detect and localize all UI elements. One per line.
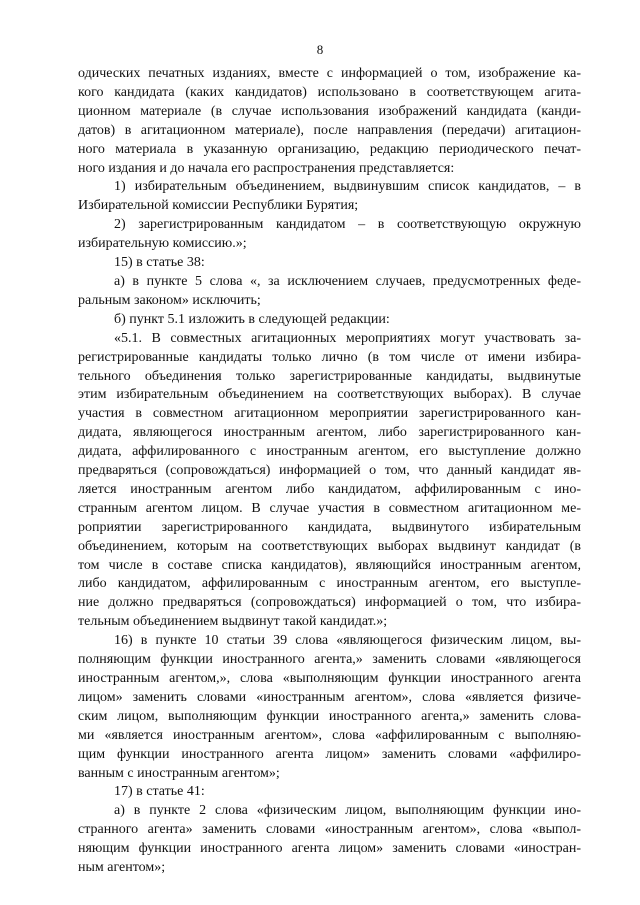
text-line: Избирательной комиссии Республики Бурятия;: [78, 198, 359, 214]
text-line: 1) избирательным объединением, выдвинувшим список кандидатов, – в: [114, 179, 581, 195]
text-line: ного издания и до начала его распространения представляется:: [78, 160, 455, 176]
text-line: 2) зарегистрированным кандидатом – в соответствующую окружную: [114, 217, 581, 233]
text-line: иностранным агентом,», слова «выполняющим функции иностранного агента: [78, 671, 581, 686]
text-line: ного материала в указанную организацию, редакцию периодического печат-: [78, 141, 581, 157]
text-line: ляется иностранным агентом либо кандидатом, аффилированным с ино-: [78, 481, 581, 497]
text-line: ционном материале (в случае использования изображений кандидата (канди-: [78, 103, 581, 119]
text-line: объединением, которым на соответствующих выборах выдвинут кандидат (в: [78, 538, 581, 554]
text-line: ским лицом, выполняющим функции иностранного агента,» заменить слова-: [78, 708, 581, 724]
text-line: няющим функции иностранного агента лицом» заменить словами «иностран-: [78, 841, 581, 857]
text-line: этим избирательным объединением на соответствующих выборах). В случае: [78, 387, 581, 403]
text-line: дидата, являющегося иностранным агентом, либо зарегистрированного кан-: [78, 425, 581, 441]
text-line: странным агентом лицом. В случае участия в совместном агитационном ме-: [78, 500, 581, 516]
text-line: 16) в пункте 10 статьи 39 слова «являющегося физическим лицом, вы-: [114, 633, 581, 649]
text-line: тельным объединением выдвинут такой кандидат.»;: [78, 614, 388, 630]
text-line: регистрированные кандидаты только лично (в том числе от имени избира-: [78, 349, 581, 365]
text-line: тельного объединения только зарегистрированные кандидаты, выдвинутые: [78, 368, 581, 384]
text-line: ми «является иностранным агентом», слова «аффилированным с выполняю-: [78, 727, 581, 743]
text-line: ванным с иностранным агентом»;: [78, 765, 280, 781]
text-line: полняющим функции иностранного агента,» заменить словами «являющегося: [78, 652, 581, 668]
text-line: участия в совместном агитационном мероприятии зарегистрированного кан-: [78, 406, 581, 422]
text-line: предваряться (сопровождаться) информацией о том, что данный кандидат яв-: [78, 463, 581, 479]
text-line: лицом» заменить словами «иностранным агентом», слова «является физиче-: [78, 689, 581, 705]
text-line: роприятии зарегистрированного кандидата, выдвинутого избирательным: [78, 519, 581, 535]
text-line: а) в пункте 2 слова «физическим лицом, выполняющим функции ино-: [114, 803, 581, 819]
text-line: дидата, аффилированного с иностранным агентом, его выступление должно: [78, 444, 581, 460]
text-line: кого кандидата (каких кандидатов) использовано в соответствующем агита-: [78, 84, 581, 100]
text-line: 15) в статье 38:: [114, 255, 205, 271]
text-line: избирательную комиссию.»;: [78, 236, 247, 252]
text-line: том числе в составе списка кандидатов), являющийся иностранным агентом,: [78, 557, 581, 573]
text-line: «5.1. В совместных агитационных мероприятиях могут участвовать за-: [114, 330, 581, 346]
text-line: странного агента» заменить словами «иностранным агентом», слова «выпол-: [78, 822, 581, 838]
text-line: а) в пункте 5 слова «, за исключением случаев, предусмотренных феде-: [114, 273, 581, 289]
text-line: датов) в агитационном материале), после направления (передачи) агитацион-: [78, 122, 581, 138]
text-line: ным агентом»;: [78, 860, 166, 876]
document-body: [78, 65, 581, 878]
text-line: ральным законом» исключить;: [78, 292, 261, 308]
page-number: 8: [316, 42, 324, 57]
text-line: 17) в статье 41:: [114, 784, 205, 800]
text-line: б) пункт 5.1 изложить в следующей редакции:: [114, 311, 390, 327]
text-line: ние должно предваряться (сопровождаться) информацией о том, что избира-: [78, 595, 581, 611]
text-line: либо кандидатом, аффилированным с иностранным агентом, его выступле-: [78, 576, 581, 592]
text-line: одических печатных изданиях, вместе с информацией о том, изображение ка-: [78, 66, 581, 81]
text-line: щим функции иностранного агента лицом» заменить словами «аффилиро-: [78, 746, 581, 762]
